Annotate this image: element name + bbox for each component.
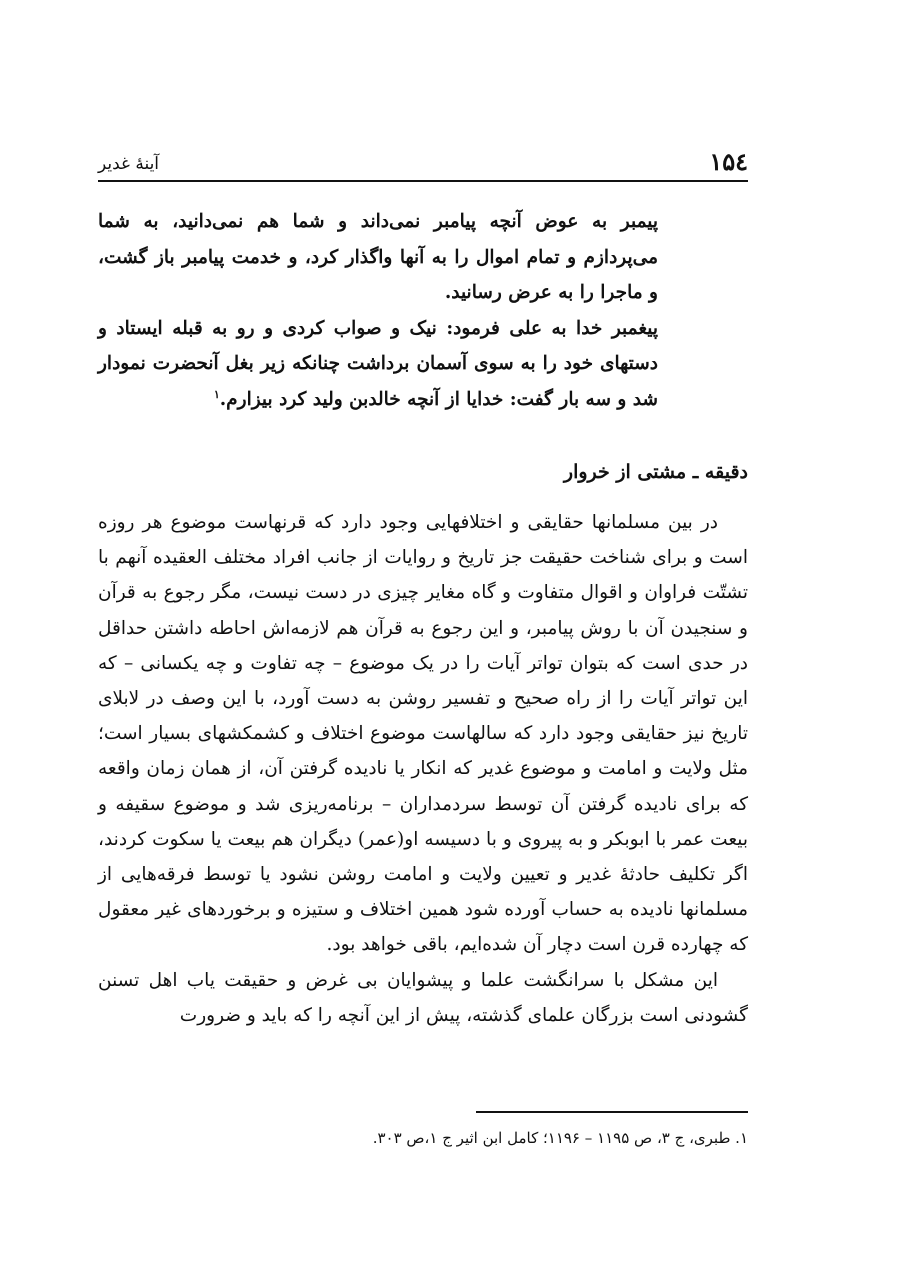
- body-paragraph: در بین مسلمانها حقایقی و اختلافهایی وجود دارد که قرنهاست موضوع هر روزه است و برای شناخت حقیقت جز تاریخ و روایات از جانب افراد مختلف العقیده آنهم با تشتّت فراوان و اقوال متفاوت و گاه مغایر چیزی در دست نیست، مگر رجوع به قرآن و سنجیدن آن با روش پیامبر، و این رجوع به قرآن هم لازمه‌اش احاطه داشتن حداقل در حدی است که بتوان تواتر آیات را در یک موضوع – چه تفاوت و چه یکسانی – که این تواتر آیات را از راه صحیح و تفسیر روشن به دست آورد، با این وصف در لابلای تاریخ نیز حقایقی وجود دارد که سالهاست موضوع اختلاف و کشمکشهای بسیار است؛ مثل ولایت و امامت و موضوع غدیر که انکار یا نادیده گرفتن آن، از همان زمان واقعه که برای نادیده گرفتن آن توسط سردمداران – برنامه‌ریزی شد و موضوع سقیفه و بیعت عمر با ابوبکر و به پیروی و با دسیسه او(عمر) دیگران هم بیعت یا سکوت کردند، اگر تکلیف حادثهٔ غدیر و تعیین ولایت و امامت روشن نشود یا توسط فرقه‌هایی از مسلمانها نادیده به حساب آورده شود همین اختلاف و ستیزه و برخوردهای غیر معقول که چهارده قرن است دچار آن شده‌ایم، باقی خواهد بود.: [98, 512, 748, 956]
- footnote-divider: [476, 1111, 748, 1113]
- section-heading: دقیقه ـ مشتی از خروار: [563, 461, 748, 483]
- body-paragraph: این مشکل با سرانگشت علما و پیشوایان بی غرض و حقیقت یاب اهل تسنن گشودنی است بزرگان علمای گذشته، پیش از این آنچه را که باید و ضرورت: [98, 969, 748, 1026]
- page-number: ۱۵٤: [709, 147, 748, 176]
- footnote-marker[interactable]: ۱: [213, 387, 220, 401]
- quoted-passage: [98, 204, 658, 417]
- book-page: [98, 0, 748, 1282]
- quote-paragraph: [98, 311, 658, 418]
- book-title: آینهٔ غدیر: [98, 154, 160, 174]
- footnote: ۱. طبری، ج ۳، ص ۱۱۹۵ – ۱۱۹۶؛ کامل ابن اثیر ج ۱،ص ۳۰۳.: [372, 1129, 748, 1147]
- quote-paragraph-text: پیغمبر خدا به علی فرمود: نیک و صواب کردی و رو به قبله ایستاد و دستهای خود را به سوی آسمان برداشت چنانکه زیر بغل آنحضرت نمودار شد و سه بار گفت: خدایا از آنچه خالدبن ولید کرد بیزارم.: [98, 317, 658, 410]
- quote-paragraph: پیمبر به عوض آنچه پیامبر نمی‌داند و شما هم نمی‌دانید، به شما می‌پردازم و تمام اموال را به آنها واگذار کرد، و خدمت پیامبر باز گشت، و ماجرا را به عرض رسانید.: [98, 211, 658, 303]
- running-header: [98, 146, 748, 182]
- section-body: [98, 505, 748, 1033]
